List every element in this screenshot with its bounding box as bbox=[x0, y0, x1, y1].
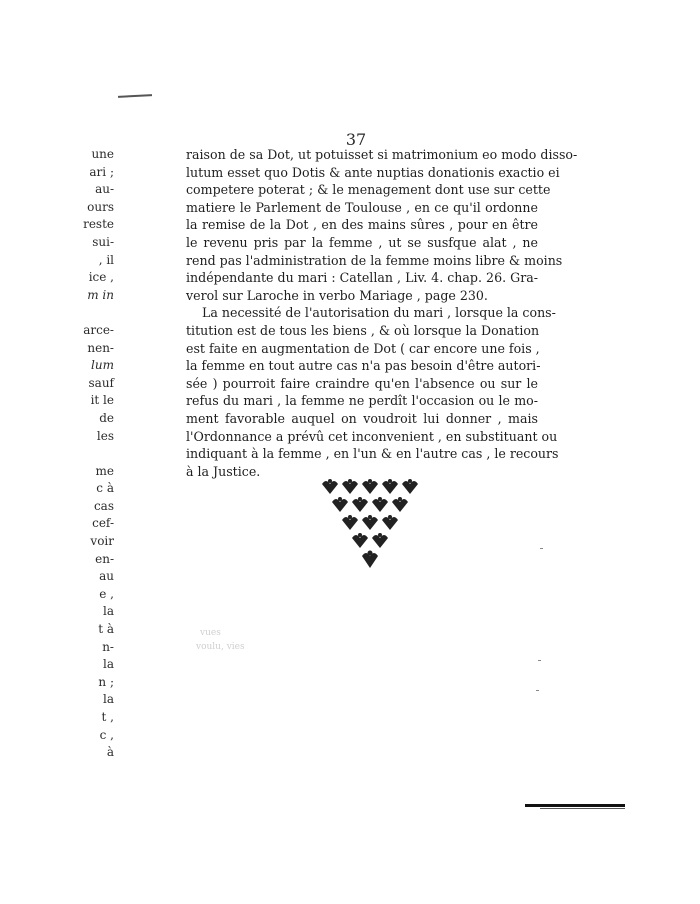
bleed-line: n- bbox=[102, 639, 114, 654]
bleed-line: en- bbox=[95, 551, 114, 566]
text-line: sée ) pourroit faire craindre qu'en l'absence ou sur le bbox=[186, 375, 538, 391]
text-line: indépendante du mari : Catellan , Liv. 4. chap. 26. Gra- bbox=[186, 270, 538, 286]
bleed-line: ours bbox=[87, 199, 114, 214]
top-pencil-mark bbox=[118, 94, 152, 98]
text-line: indiquant à la femme , en l'un & en l'autre cas , le recours bbox=[186, 446, 559, 462]
page-number: 37 bbox=[345, 130, 367, 149]
text-line: verol sur Laroche in verbo Mariage , page 230. bbox=[186, 287, 488, 303]
bleed-line: c à bbox=[96, 481, 114, 496]
bleed-line: voir bbox=[90, 534, 114, 549]
bleed-line: c , bbox=[99, 727, 114, 742]
text-line: titution est de tous les biens , & où lorsque la Donation bbox=[186, 322, 540, 338]
text-line: l'Ordonnance a prévû cet inconvenient , en substituant ou bbox=[186, 428, 558, 444]
bleed-line: m in bbox=[87, 287, 114, 302]
text-line: le revenu pris par la femme , ut se susfque alat , ne bbox=[186, 234, 538, 250]
text-line: rend pas l'administration de la femme moins libre & moins bbox=[186, 252, 563, 268]
bleed-line: ice , bbox=[88, 270, 114, 285]
text-line: raison de sa Dot, ut potuisset si matrimonium eo modo disso- bbox=[186, 147, 578, 162]
text-line: est faite en augmentation de Dot ( car encore une fois , bbox=[186, 340, 540, 356]
bleed-line: sauf bbox=[88, 375, 114, 390]
text-line: La necessité de l'autorisation du mari , lorsque la cons- bbox=[202, 305, 556, 321]
edge-speck bbox=[536, 690, 539, 691]
bleed-line bbox=[70, 445, 114, 463]
bleed-line bbox=[70, 304, 114, 322]
bleed-line: cef- bbox=[92, 516, 114, 531]
text-line: ment favorable auquel on voudroit lui donner , mais bbox=[186, 410, 538, 426]
bleed-line: à bbox=[106, 745, 114, 760]
bleed-line: la bbox=[103, 657, 114, 672]
bottom-rule bbox=[525, 804, 625, 807]
bottom-rule-thin bbox=[540, 808, 625, 809]
bleed-line: , il bbox=[98, 252, 114, 267]
bleed-line: de bbox=[99, 410, 114, 425]
text-line: matiere le Parlement de Toulouse , en ce qu'il ordonne bbox=[186, 199, 538, 215]
bleed-line: n ; bbox=[98, 674, 114, 689]
bleed-line: me bbox=[95, 463, 114, 478]
ornament-row bbox=[362, 551, 378, 569]
bleed-line: e , bbox=[99, 586, 114, 601]
bleed-line: sui- bbox=[92, 234, 114, 249]
bleed-line: une bbox=[91, 147, 114, 161]
show-through-text: vues bbox=[200, 628, 221, 638]
show-through-text: voulu, vies bbox=[196, 642, 245, 652]
bleed-line: t , bbox=[101, 710, 114, 724]
edge-speck bbox=[538, 660, 541, 661]
text-line: la femme en tout autre cas n'a pas besoin d'être autori- bbox=[186, 358, 541, 374]
bleed-line: t à bbox=[98, 622, 114, 637]
ornament-row bbox=[322, 479, 418, 494]
text-line: à la Justice. bbox=[186, 463, 261, 479]
bleed-line: lum bbox=[91, 358, 114, 373]
bleed-line: cas bbox=[93, 498, 114, 513]
bleed-line: ari ; bbox=[89, 164, 114, 179]
ornament-cul-de-lampe bbox=[318, 478, 422, 574]
bleed-line: nen- bbox=[87, 340, 114, 355]
text-line: competere poterat ; & le menagement dont use sur cette bbox=[186, 182, 551, 198]
text-line: la remise de la Dot , en des mains sûres , pour en être bbox=[186, 217, 538, 233]
bleed-line: arce- bbox=[83, 322, 114, 337]
bleed-line: it le bbox=[90, 393, 114, 408]
bleed-line: au bbox=[99, 569, 114, 584]
ornament-row bbox=[352, 533, 388, 548]
ornament-row bbox=[332, 497, 408, 512]
adjacent-page-bleed-text bbox=[70, 146, 114, 762]
bleed-line: les bbox=[96, 428, 114, 443]
ornament-row bbox=[342, 515, 398, 530]
bleed-line: la bbox=[103, 692, 114, 707]
text-line: refus du mari , la femme ne perdît l'occasion ou le mo- bbox=[186, 393, 538, 409]
bleed-line: la bbox=[103, 604, 114, 619]
bleed-line: au- bbox=[95, 182, 114, 197]
body-text bbox=[186, 146, 578, 480]
bleed-line: reste bbox=[83, 217, 114, 232]
edge-speck bbox=[540, 548, 543, 549]
text-line: lutum esset quo Dotis & ante nuptias donationis exactio ei bbox=[186, 164, 560, 180]
